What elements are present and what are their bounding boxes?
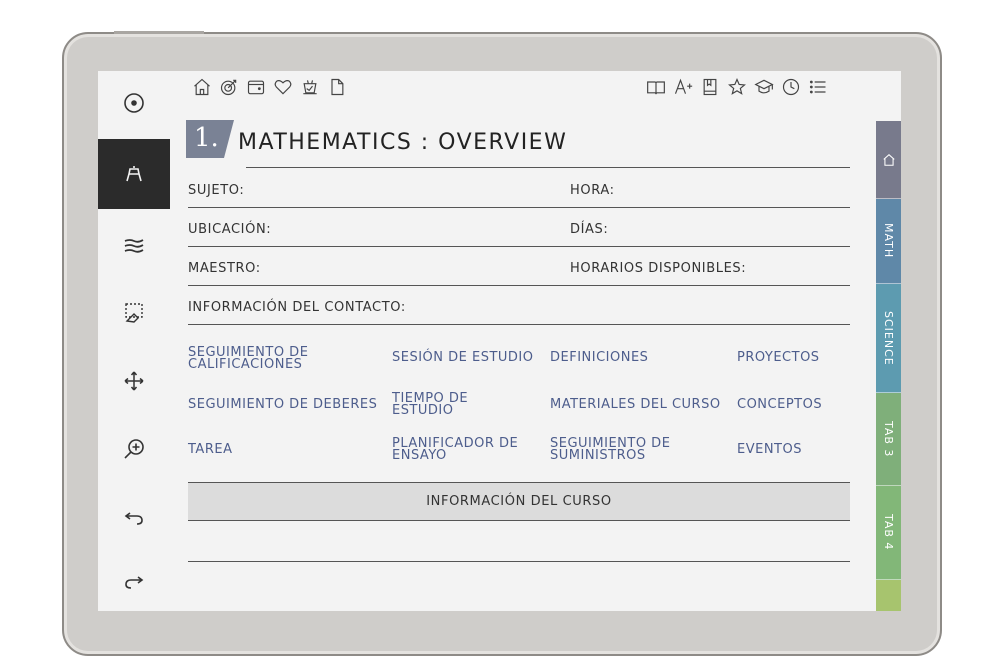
line-weight-icon[interactable] [98, 211, 170, 279]
page-icon[interactable] [327, 77, 347, 97]
link-projects[interactable]: PROYECTOS [737, 350, 820, 365]
link-homework-tracker[interactable]: SEGUIMIENTO DE DEBERES [188, 397, 378, 412]
screen [98, 71, 901, 611]
tab-5[interactable] [876, 580, 901, 611]
course-info-header: INFORMACIÓN DEL CURSO [188, 482, 850, 521]
device-button [114, 31, 204, 34]
tab-label: MATH [882, 223, 895, 259]
tab-math[interactable] [876, 199, 901, 284]
tab-3[interactable] [876, 393, 901, 486]
undo-icon[interactable] [98, 483, 170, 551]
section-number: 1. [194, 123, 219, 153]
eraser-selection-icon[interactable] [98, 279, 170, 347]
link-essay-planner[interactable]: PLANIFICADOR DE ENSAYO [392, 436, 519, 463]
link-grade-tracker[interactable]: SEGUIMIENTO DE CALIFICACIONES [188, 345, 309, 372]
calendar-check-icon[interactable] [300, 77, 320, 97]
subject-label: SUJETO: [188, 183, 245, 198]
star-icon[interactable] [727, 77, 747, 97]
time-label: HORA: [570, 183, 615, 198]
tab-label: TAB 4 [882, 514, 895, 551]
tab-label: TAB 3 [882, 420, 895, 458]
tab-label: SCIENCE [882, 310, 895, 366]
book-icon[interactable] [646, 77, 666, 97]
graduation-cap-icon[interactable] [754, 77, 774, 97]
home-icon[interactable] [192, 77, 212, 97]
link-supply-tracker[interactable]: SEGUIMIENTO DE SUMINISTROS [550, 436, 671, 463]
zoom-icon[interactable] [98, 415, 170, 483]
left-toolbar [98, 71, 170, 611]
clock-icon[interactable] [781, 77, 801, 97]
row-divider [188, 246, 850, 247]
page-title: MATHEMATICS : OVERVIEW [238, 130, 568, 155]
target-icon[interactable] [219, 77, 239, 97]
row-divider [188, 561, 850, 562]
row-divider [188, 324, 850, 325]
top-tool-icons [646, 77, 828, 99]
pen-icon[interactable] [98, 139, 170, 209]
text-size-icon[interactable] [673, 77, 693, 97]
contact-label: INFORMACIÓN DEL CONTACTO: [188, 300, 406, 315]
redo-icon[interactable] [98, 549, 170, 611]
heart-icon[interactable] [273, 77, 293, 97]
link-study-time[interactable]: TIEMPO DE ESTUDIO [392, 391, 469, 418]
link-definitions[interactable]: DEFINICIONES [550, 350, 649, 365]
row-divider [188, 207, 850, 208]
link-course-materials[interactable]: MATERIALES DEL CURSO [550, 397, 721, 412]
link-events[interactable]: EVENTOS [737, 442, 802, 457]
bookmark-icon[interactable] [700, 77, 720, 97]
tab-science[interactable] [876, 284, 901, 393]
list-icon[interactable] [808, 77, 828, 97]
home-icon [882, 153, 896, 167]
title-divider [246, 167, 850, 168]
office-hours-label: HORARIOS DISPONIBLES: [570, 261, 747, 276]
wallet-icon[interactable] [246, 77, 266, 97]
move-icon[interactable] [98, 347, 170, 415]
teacher-label: MAESTRO: [188, 261, 261, 276]
link-assignments[interactable]: TAREA [188, 442, 233, 457]
menu-circle-icon[interactable] [98, 71, 170, 135]
tab-4[interactable] [876, 486, 901, 580]
link-concepts[interactable]: CONCEPTOS [737, 397, 823, 412]
row-divider [188, 285, 850, 286]
location-label: UBICACIÓN: [188, 222, 272, 237]
days-label: DÍAS: [570, 222, 609, 237]
tab-home[interactable] [876, 121, 901, 199]
top-nav-icons [192, 77, 347, 99]
link-study-session[interactable]: SESIÓN DE ESTUDIO [392, 350, 534, 365]
